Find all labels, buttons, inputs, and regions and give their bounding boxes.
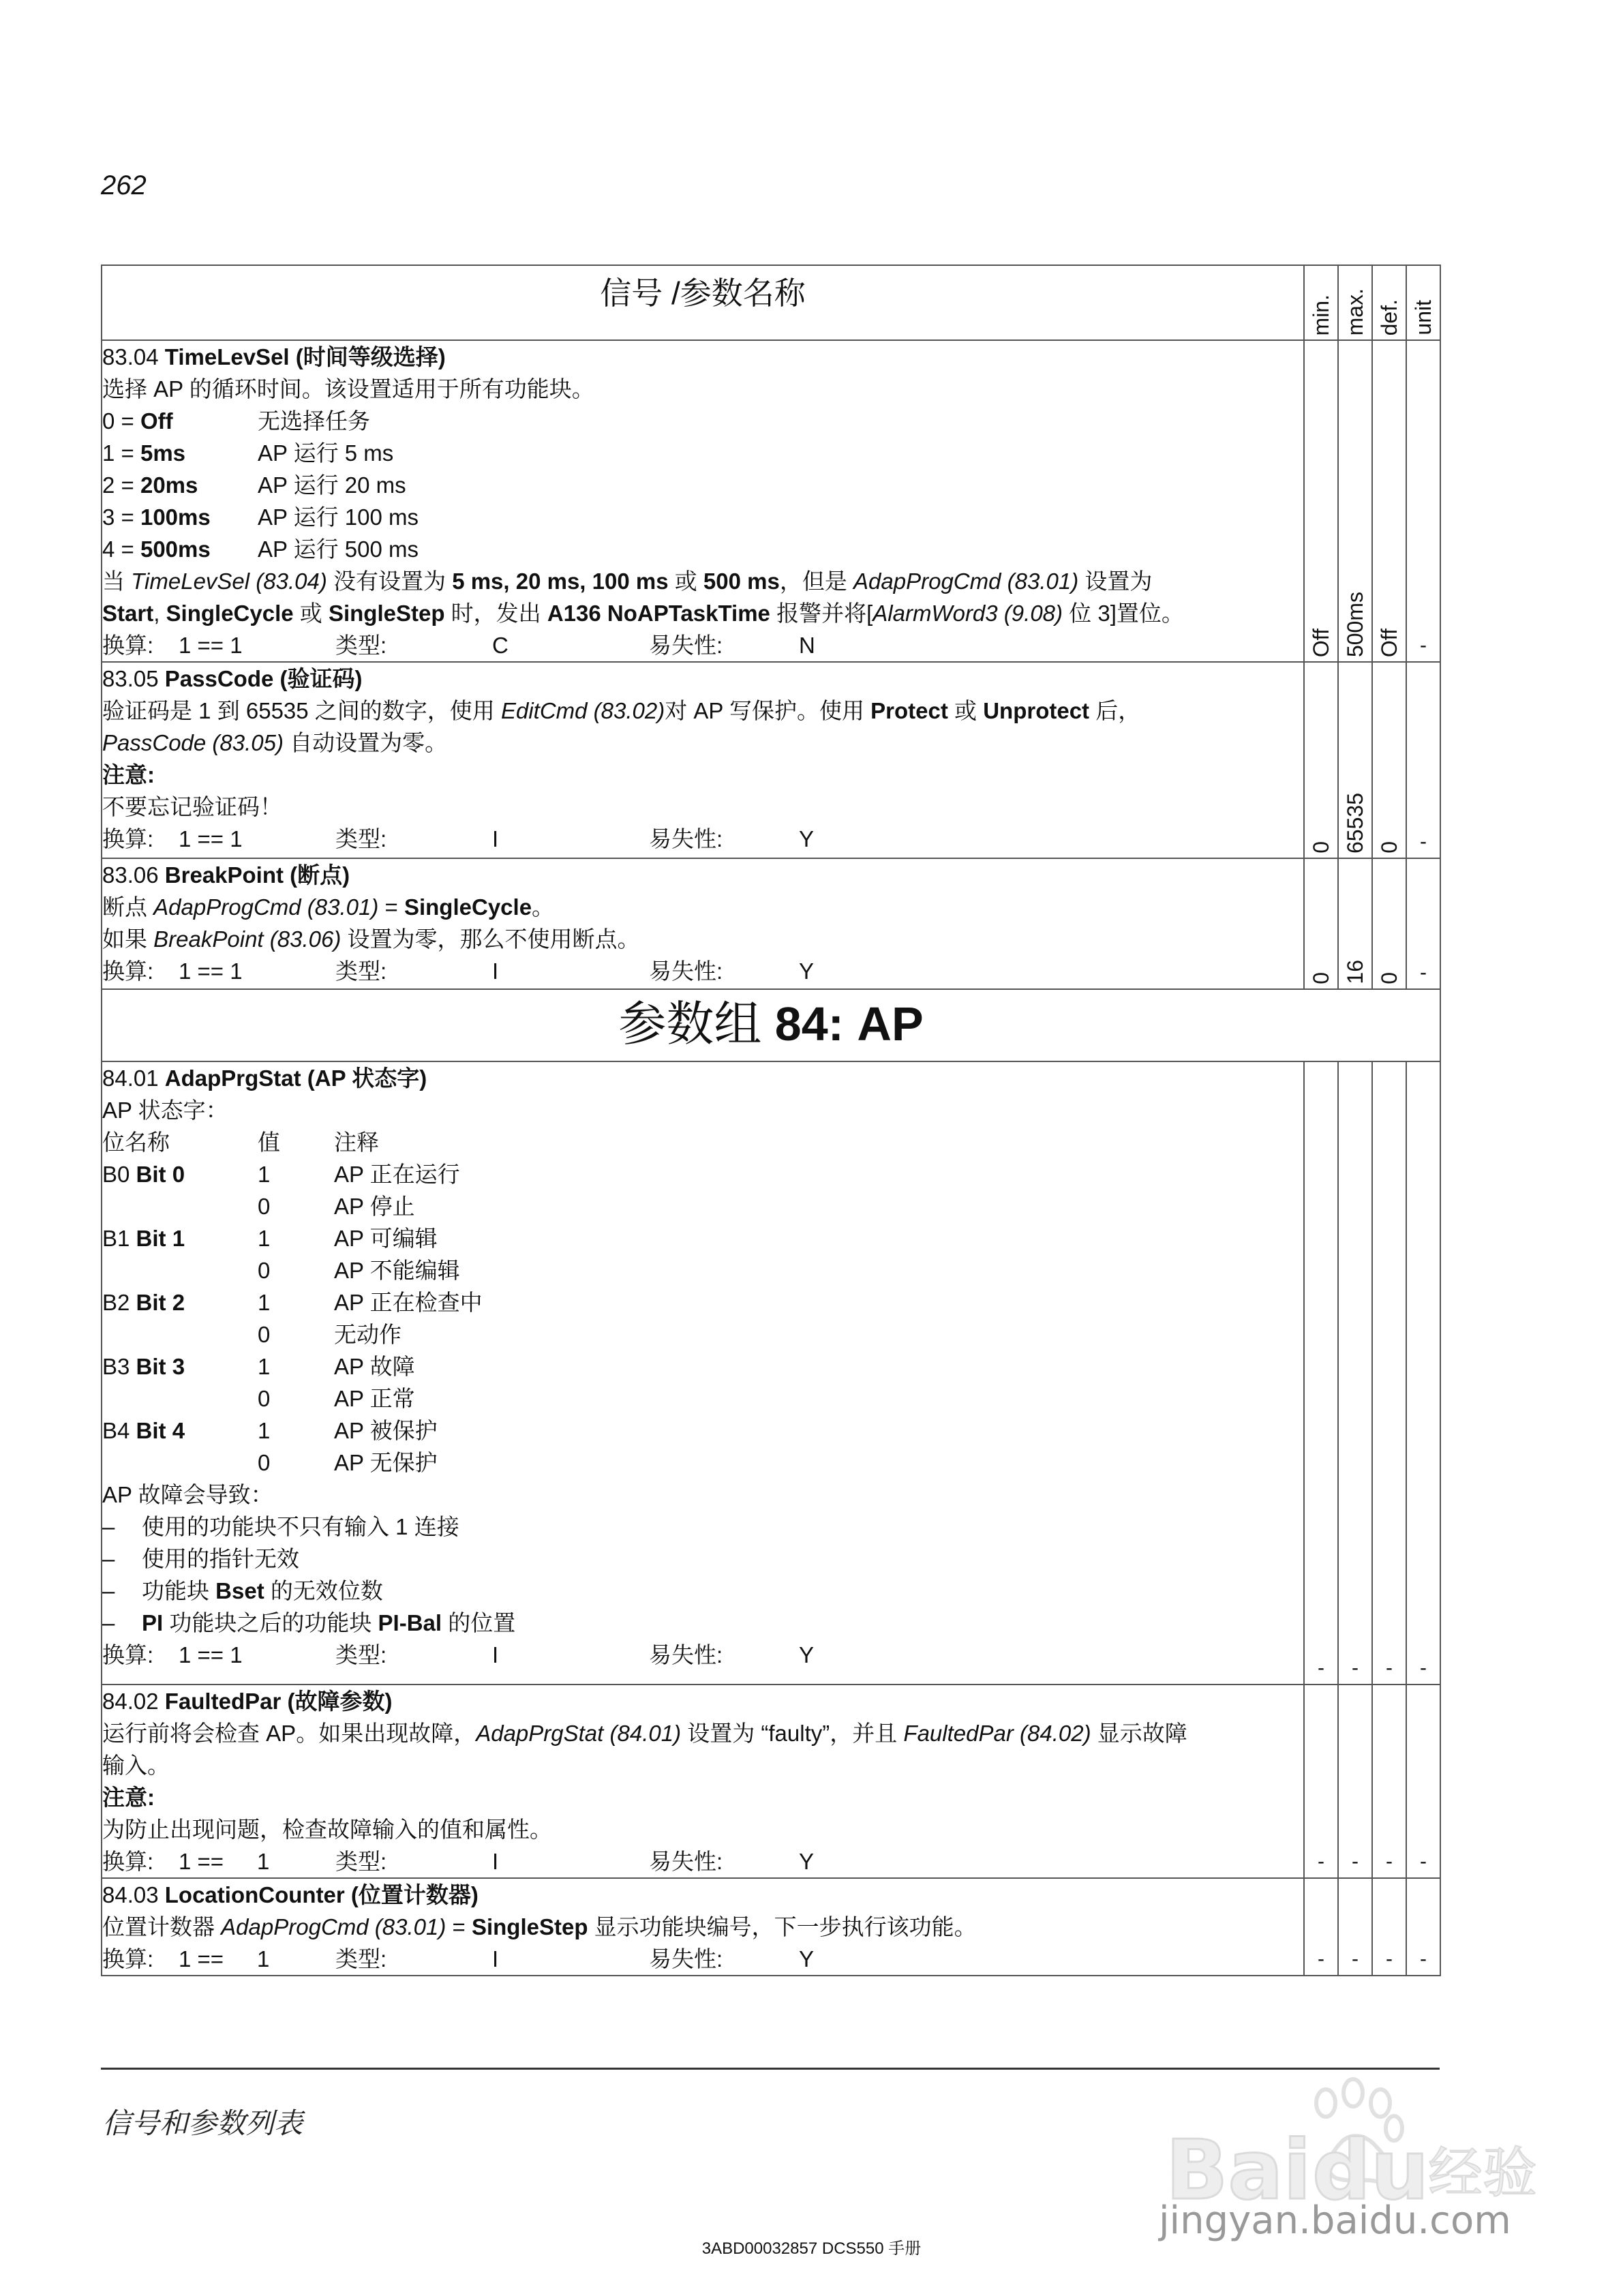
param-desc: 断点 AdapProgCmd (83.01) = SingleCycle。 bbox=[102, 894, 555, 920]
page-number: 262 bbox=[101, 170, 147, 200]
conversion-line: 换算: 1 == 1 类型: I 易失性: Y bbox=[102, 1642, 815, 1667]
bit-row: 0 AP 停止 bbox=[258, 1194, 415, 1219]
cause-item: – PI 功能块之后的功能块 PI-Bal 的位置 bbox=[102, 1610, 516, 1635]
def-value: Off bbox=[1377, 628, 1401, 657]
min-value: 0 bbox=[1309, 841, 1333, 854]
param-note-line: 当 TimeLevSel (83.04) 没有设置为 5 ms, 20 ms, 100 ms 或 500 ms，但是 AdapProgCmd (83.01) 设置为 bbox=[102, 569, 1153, 594]
param-row-8401 bbox=[102, 1061, 1440, 1685]
param-desc: 输入。 bbox=[102, 1753, 170, 1778]
param-desc: 位置计数器 AdapProgCmd (83.01) = SingleStep 显示功能块编号，下一步执行该功能。 bbox=[102, 1914, 977, 1939]
bit-row: B1 Bit 1 1 AP 可编辑 bbox=[102, 1226, 438, 1251]
bit-row: 0 AP 正常 bbox=[258, 1386, 415, 1411]
svg-text:du: du bbox=[1312, 2124, 1429, 2218]
max-value: - bbox=[1352, 1948, 1359, 1970]
unit-value: - bbox=[1420, 634, 1427, 656]
parameter-table bbox=[101, 265, 1441, 1976]
footer-section-title: 信号和参数列表 bbox=[102, 2106, 303, 2140]
param-row-8402 bbox=[102, 1685, 1440, 1878]
option-row: 4 = 500ms AP 运行 500 ms bbox=[102, 537, 419, 562]
footer-doc-id: 3ABD00032857 DCS550 手册 bbox=[701, 2239, 922, 2258]
param-title: 83.04 TimeLevSel (时间等级选择) bbox=[102, 344, 446, 369]
cause-item: – 使用的指针无效 bbox=[102, 1546, 299, 1571]
cause-intro: AP 故障会导致： bbox=[102, 1482, 273, 1507]
bit-row: B2 Bit 2 1 AP 正在检查中 bbox=[102, 1290, 483, 1315]
min-value: Off bbox=[1309, 628, 1333, 657]
bit-row: 0 AP 无保护 bbox=[258, 1450, 438, 1475]
max-value: - bbox=[1352, 1657, 1359, 1679]
watermark-url: jingyan.baidu.com bbox=[1159, 2199, 1511, 2243]
group-heading-row bbox=[102, 989, 1440, 1061]
param-title: 83.06 BreakPoint (断点) bbox=[102, 862, 350, 888]
min-value: - bbox=[1318, 1948, 1324, 1970]
note-label: 注意: bbox=[102, 762, 155, 787]
max-value: 65535 bbox=[1343, 793, 1367, 854]
def-value: 0 bbox=[1377, 841, 1401, 854]
param-note-line: Start, SingleCycle 或 SingleStep 时，发出 A136 NoAPTaskTime 报警并将[AlarmWord3 (9.08) 位 3]置位。 bbox=[102, 601, 1184, 626]
min-value: - bbox=[1318, 1657, 1324, 1679]
option-row: 1 = 5ms AP 运行 5 ms bbox=[102, 440, 394, 466]
bit-row: B4 Bit 4 1 AP 被保护 bbox=[102, 1418, 438, 1443]
param-desc: 运行前将会检查 AP。如果出现故障，AdapPrgStat (84.01) 设置为 “faulty”，并且 FaultedPar (84.02) 显示故障 bbox=[102, 1721, 1187, 1746]
bit-row: B3 Bit 3 1 AP 故障 bbox=[102, 1354, 415, 1379]
note-text: 为防止出现问题，检查故障输入的值和属性。 bbox=[102, 1817, 552, 1842]
unit-value: - bbox=[1420, 830, 1427, 853]
option-row: 2 = 20ms AP 运行 20 ms bbox=[102, 472, 406, 498]
param-desc: AP 状态字： bbox=[102, 1098, 228, 1123]
max-value: - bbox=[1352, 1850, 1359, 1873]
svg-text:经验: 经验 bbox=[1428, 2141, 1537, 2205]
param-desc: 如果 BreakPoint (83.06) 设置为零，那么不使用断点。 bbox=[102, 926, 640, 952]
table-header-row bbox=[102, 265, 1440, 340]
param-desc: 选择 AP 的循环时间。该设置适用于所有功能块。 bbox=[102, 376, 594, 402]
max-value: 500ms bbox=[1343, 591, 1367, 657]
group-title: 参数组 84: AP bbox=[102, 989, 1440, 1061]
bit-row: 0 AP 不能编辑 bbox=[258, 1258, 460, 1283]
cause-item: – 使用的功能块不只有输入 1 连接 bbox=[102, 1514, 459, 1539]
param-title: 84.01 AdapPrgStat (AP 状态字) bbox=[102, 1066, 427, 1091]
col-max-header: max. bbox=[1343, 288, 1367, 335]
unit-value: - bbox=[1420, 1657, 1427, 1679]
conversion-line: 换算: 1 == 1 类型: I 易失性: Y bbox=[102, 958, 815, 984]
min-value: - bbox=[1318, 1850, 1324, 1873]
bit-row: 0 无动作 bbox=[258, 1322, 401, 1347]
option-row: 3 = 100ms AP 运行 100 ms bbox=[102, 504, 419, 530]
param-row-8403 bbox=[102, 1878, 1440, 1976]
cause-item: – 功能块 Bset 的无效位数 bbox=[102, 1578, 383, 1603]
col-unit-header: unit bbox=[1411, 300, 1436, 335]
bit-table-header: 位名称 值 注释 bbox=[102, 1130, 379, 1155]
svg-text:Bai: Bai bbox=[1166, 2124, 1311, 2218]
option-row: 0 = Off 无选择任务 bbox=[102, 408, 370, 434]
param-desc: 验证码是 1 到 65535 之间的数字，使用 EditCmd (83.02)对 AP 写保护。使用 Protect 或 Unprotect 后， bbox=[102, 698, 1141, 723]
unit-value: - bbox=[1420, 961, 1427, 984]
note-label: 注意: bbox=[102, 1785, 155, 1810]
conversion-line: 换算: 1 == 1 类型: I 易失性: Y bbox=[102, 1946, 815, 1972]
param-title: 84.03 LocationCounter (位置计数器) bbox=[102, 1882, 479, 1907]
header-title: 信号 /参数名称 bbox=[102, 265, 1304, 340]
bit-row: B0 Bit 0 1 AP 正在运行 bbox=[102, 1162, 460, 1187]
conversion-line: 换算: 1 == 1 类型: I 易失性: Y bbox=[102, 1849, 815, 1874]
param-row-8304 bbox=[102, 340, 1440, 662]
param-row-8305 bbox=[102, 662, 1440, 858]
conversion-line: 换算: 1 == 1 类型: C 易失性: N bbox=[102, 633, 815, 658]
def-value: - bbox=[1386, 1657, 1393, 1679]
conversion-line: 换算: 1 == 1 类型: I 易失性: Y bbox=[102, 826, 815, 851]
unit-value: - bbox=[1420, 1850, 1427, 1873]
param-title: 83.05 PassCode (验证码) bbox=[102, 666, 363, 691]
def-value: - bbox=[1386, 1948, 1393, 1970]
note-text: 不要忘记验证码！ bbox=[102, 794, 282, 819]
def-value: 0 bbox=[1377, 972, 1401, 984]
col-def-header: def. bbox=[1377, 299, 1401, 335]
col-min-header: min. bbox=[1309, 294, 1333, 335]
unit-value: - bbox=[1420, 1948, 1427, 1970]
def-value: - bbox=[1386, 1850, 1393, 1873]
param-title: 84.02 FaultedPar (故障参数) bbox=[102, 1689, 393, 1714]
min-value: 0 bbox=[1309, 972, 1333, 984]
param-desc: PassCode (83.05) 自动设置为零。 bbox=[102, 730, 448, 755]
max-value: 16 bbox=[1343, 960, 1367, 984]
param-row-8306 bbox=[102, 858, 1440, 989]
